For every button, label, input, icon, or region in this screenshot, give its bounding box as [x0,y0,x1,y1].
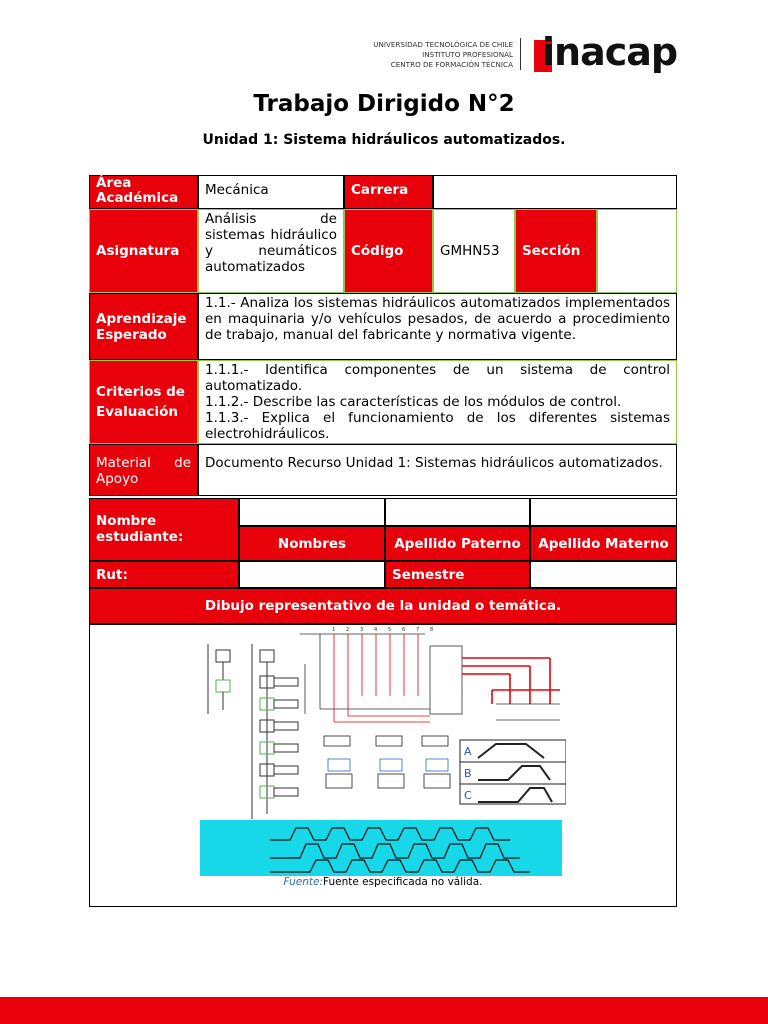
asignatura-label-text: Asignatura [96,243,180,259]
area-label-text: Área Académica [96,175,179,206]
caption-label: Fuente: [283,876,323,888]
asignatura-label [89,209,198,293]
apellido-materno-label [530,526,677,561]
institution-line-1: UNIVERSIDAD TECNOLÓGICA DE CHILE [373,40,513,49]
figure-caption [200,876,566,888]
institution-line-2: INSTITUTO PROFESIONAL [422,50,513,59]
semestre-input[interactable] [530,561,677,588]
asignatura-value-text: Análisis de sistemas hidráulico y neumáticos automatizados [205,211,337,275]
header-divider [520,38,521,70]
seccion-label-text: Sección [522,243,581,259]
inacap-logo [534,30,678,76]
aprendizaje-label-text: Aprendizaje Esperado [96,310,187,343]
pin-4: 4 [374,627,378,633]
material-label-text: Material de Apoyo [96,455,191,487]
apellido-materno-text: Apellido Materno [538,535,669,552]
logo-text: inacap [542,30,678,74]
codigo-value-text: GMHN53 [440,243,500,259]
graph-label-c: C [464,789,472,802]
seccion-label [515,209,597,293]
material-value [198,444,677,496]
area-label [89,175,198,209]
nombres-input[interactable] [239,498,385,526]
ladder-diagram [300,634,560,722]
criterio-1: 1.1.1.- Identifica componentes de un sistema de control automatizado. [205,362,670,394]
carrera-value[interactable] [433,175,677,209]
criterio-3: 1.1.3.- Explica el funcionamiento de los diferentes sistemas electrohidráulicos. [205,410,670,442]
asignatura-value [198,209,344,293]
drawing-header-text: Dibujo representativo de la unidad o temática. [204,598,562,614]
pin-6: 6 [402,627,406,633]
apellido-paterno-label [385,526,530,561]
page-title: Trabajo Dirigido N°2 [253,91,515,117]
institution-line-3: CENTRO DE FORMACIÓN TÉCNICA [390,60,513,69]
semestre-label-text: Semestre [392,566,465,583]
caption-text: Fuente especificada no válida. [323,876,483,888]
nombre-estudiante-label [89,498,239,561]
codigo-value [433,209,515,293]
rut-label-text: Rut: [96,566,128,583]
codigo-label-text: Código [351,243,404,259]
aprendizaje-value-text: 1.1.- Analiza los sistemas hidráulicos automatizados implementados en maquinaria y/o vehículos pesados, de acuerdo a procedimiento de trabajo, manual del fabricante y normativa vigente. [205,295,670,343]
codigo-label [344,209,433,293]
apellido-paterno-input[interactable] [385,498,530,526]
grafcet-diagram [208,644,298,819]
pin-5: 5 [388,627,392,633]
semestre-label [385,561,530,588]
hydraulic-schematic [200,624,566,880]
carrera-label-text: Carrera [351,182,409,198]
pin-1: 1 [332,627,336,633]
criterios-label-text: Criterios de Evaluación [96,384,185,420]
seccion-value[interactable] [597,209,677,293]
graph-labels [464,745,472,802]
graph-label-b: B [464,767,472,780]
apellido-materno-input[interactable] [530,498,677,526]
criterios-label [89,360,198,444]
pin-numbers [332,627,433,633]
motion-graphs [460,740,566,804]
pin-7: 7 [416,627,420,633]
pin-2: 2 [346,627,350,633]
nombres-label-text: Nombres [277,535,347,552]
institution-lines [360,40,513,70]
graph-label-a: A [464,745,472,758]
signal-chart-background [200,820,562,876]
page-subtitle: Unidad 1: Sistema hidráulicos automatizados. [202,132,566,148]
valve-symbols [324,736,450,788]
apellido-paterno-text: Apellido Paterno [394,535,521,552]
aprendizaje-value [198,293,677,360]
criterios-value [198,360,677,444]
area-value-text: Mecánica [205,182,269,198]
footer-red-band [0,997,768,1024]
criterio-2: 1.1.2.- Describe las características de los módulos de control. [205,394,622,410]
pin-3: 3 [360,627,364,633]
drawing-header [89,588,677,624]
nombre-estudiante-text: Nombre estudiante: [96,513,184,545]
rut-input[interactable] [239,561,385,588]
pin-8: 8 [430,627,434,633]
area-value [198,175,344,209]
material-label [89,444,198,496]
nombres-label [239,526,385,561]
rut-label [89,561,239,588]
material-value-text: Documento Recurso Unidad 1: Sistemas hidráulicos automatizados. [205,455,663,471]
aprendizaje-label [89,293,198,360]
carrera-label [344,175,433,209]
